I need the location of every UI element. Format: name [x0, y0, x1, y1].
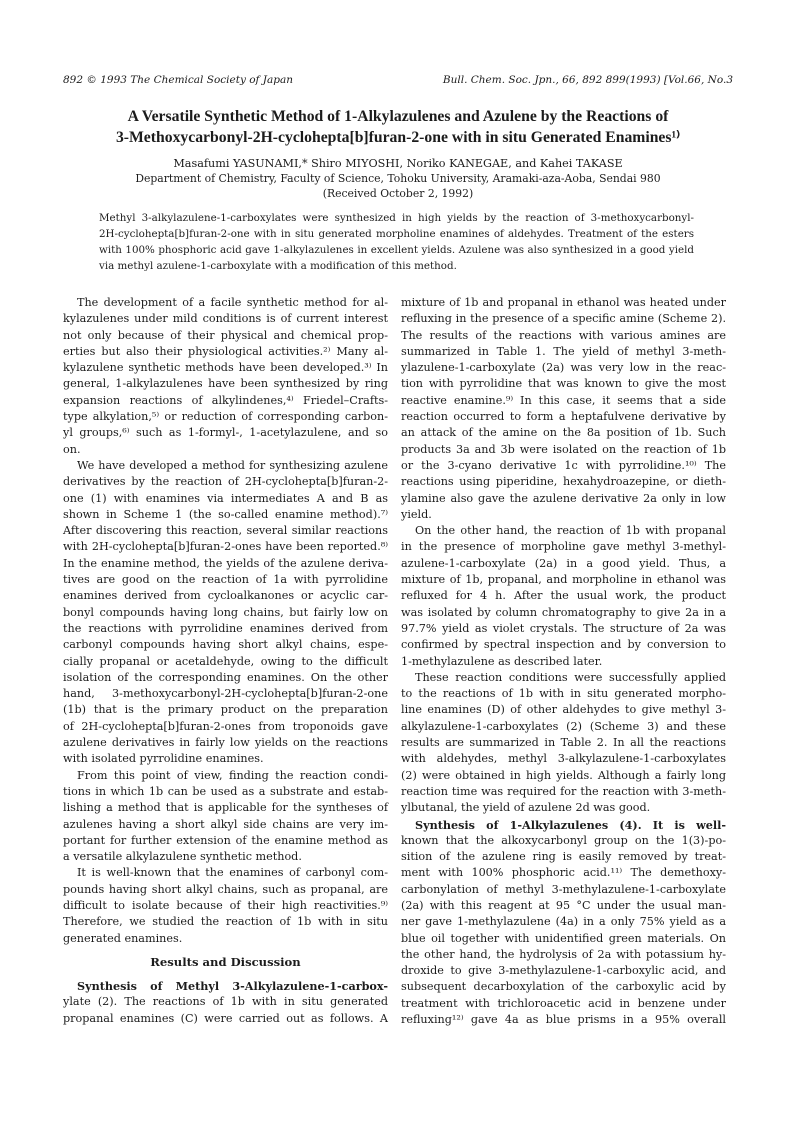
- text-line: hand, 3-methoxycarbonyl-2H-cyclohepta[b]furan-2-one: [63, 687, 388, 701]
- text-line: enamines derived from cycloalkanones or acyclic car-: [63, 589, 388, 603]
- text-line: portant for further extension of the enamine method as: [63, 833, 388, 847]
- text-line: In the enamine method, the yields of the azulene deriva-: [63, 556, 388, 570]
- text-line: mixture of 1b and propanal in ethanol was heated under: [401, 296, 726, 309]
- abstract: [99, 210, 694, 274]
- header-left: 892 © 1993 The Chemical Society of Japan: [63, 74, 293, 86]
- paragraph: [401, 295, 726, 523]
- text-line: The development of a facile synthetic method for al-: [77, 296, 388, 309]
- paragraph: [63, 978, 388, 1027]
- text-line: ylbutanal, the yield of azulene 2d was good.: [401, 801, 651, 815]
- text-line: refluxing in the presence of a specific amine (Scheme 2).: [401, 312, 726, 326]
- text-line: an attack of the amine on the 8a position of 1b. Such: [401, 426, 726, 440]
- text-line: azulene-1-carboxylate (2a) in a good yield. Thus, a: [401, 556, 726, 570]
- subsection-heading: Synthesis of Methyl 3-Alkylazulene-1-carbox-: [77, 979, 388, 994]
- text-line: ner gave 1-methylazulene (4a) in a only 75% yield as a: [401, 915, 726, 929]
- received-date: (Received October 2, 1992): [322, 187, 474, 200]
- text-line: From this point of view, finding the reaction condi-: [77, 768, 388, 782]
- text-line: mixture of 1b, propanal, and morpholine in ethanol was: [401, 573, 726, 587]
- section-heading: Results and Discussion: [150, 954, 301, 969]
- text-line: propanal enamines (C) were carried out as follows. A: [63, 1011, 388, 1025]
- text-line: one (1) with enamines via intermediates A and B as: [63, 491, 388, 505]
- text-line: generated enamines.: [63, 931, 183, 945]
- text-line: difficult to isolate because of their high reactivities.⁹⁾: [63, 898, 388, 912]
- text-line: reactive enamine.⁹⁾ In this case, it seems that a side: [401, 393, 726, 407]
- text-line: yl groups,⁶⁾ such as 1-formyl-, 1-acetylazulene, and so: [63, 426, 388, 440]
- text-line: On the other hand, the reaction of 1b with propanal: [415, 524, 726, 538]
- text-line: treatment with trichloroacetic acid in benzene under: [401, 996, 726, 1010]
- text-line: results are summarized in Table 2. In all the reactions: [401, 736, 726, 750]
- paragraph: [401, 670, 726, 817]
- text-line: We have developed a method for synthesizing azulene: [77, 458, 388, 472]
- paragraph: [63, 768, 388, 866]
- text-line: was isolated by column chromatography to give 2a in a: [401, 605, 726, 619]
- text-line: summarized in Table 1. The yield of methyl 3-meth-: [401, 344, 726, 358]
- text-line: with 2H-cyclohepta[b]furan-2-ones have been reported.⁸⁾: [63, 540, 388, 554]
- text-line: 1-methylazulene as described later.: [401, 654, 603, 668]
- header-right: Bull. Chem. Soc. Jpn., 66, 892 899(1993) [Vol.66, No.3: [442, 74, 733, 86]
- paragraph: [401, 523, 726, 670]
- text-line: blue oil together with unidentified green materials. On: [401, 931, 726, 945]
- text-line: reaction time was required for the reaction with 3-meth-: [401, 784, 726, 798]
- text-line: reaction occurred to form a heptafulvene derivative by: [401, 410, 726, 424]
- title-line: 3-Methoxycarbonyl-2H-cyclohepta[b]furan-2-one with in situ Generated Enamines¹⁾: [115, 129, 681, 146]
- text-line: azulene derivatives in fairly low yields on the reactions: [63, 736, 388, 750]
- text-line: pounds having short alkyl chains, such as propanal, are: [63, 882, 388, 896]
- text-line: with isolated pyrrolidine enamines.: [63, 752, 264, 766]
- text-line: confirmed by spectral inspection and by conversion to: [401, 638, 726, 652]
- text-line: type alkylation,⁵⁾ or reduction of corresponding carbon-: [63, 410, 388, 424]
- text-line: Therefore, we studied the reaction of 1b with in situ: [63, 915, 388, 929]
- text-line: (1b) that is the primary product on the preparation: [63, 703, 388, 717]
- title-line: A Versatile Synthetic Method of 1-Alkylazulenes and Azulene by the Reactions of: [127, 108, 669, 125]
- text-line: on.: [63, 442, 81, 456]
- text-line: droxide to give 3-methylazulene-1-carboxylic acid, and: [401, 964, 726, 978]
- text-line: erties but also their physiological activities.²⁾ Many al-: [63, 344, 388, 358]
- text-line: kylazulene synthetic methods have been developed.³⁾ In: [63, 361, 388, 375]
- text-line: not only because of their physical and chemical prop-: [63, 328, 388, 342]
- abstract-line: 2H-cyclohepta[b]furan-2-one with in situ generated morpholine enamines of aldehydes. Treatment of the esters: [99, 228, 694, 240]
- text-line: refluxing¹²⁾ gave 4a as blue prisms in a 95% overall: [401, 1013, 726, 1027]
- text-line: kylazulenes under mild conditions is of current interest: [63, 312, 388, 326]
- text-line: tions in which 1b can be used as a substrate and estab-: [63, 784, 388, 798]
- text-line: carbonylation of methyl 3-methylazulene-1-carboxylate: [401, 882, 726, 896]
- paragraph: [63, 458, 388, 768]
- text-line: The results of the reactions with various amines are: [401, 328, 726, 342]
- text-line: ylazulene-1-carboxylate (2a) was very low in the reac-: [401, 361, 726, 375]
- text-line: refluxed for 4 h. After the usual work, the product: [401, 589, 726, 603]
- text-line: (2) were obtained in high yields. Although a fairly long: [401, 768, 726, 782]
- text-line: a versatile alkylazulene synthetic method.: [63, 850, 302, 864]
- text-line: ylate (2). The reactions of 1b with in situ generated: [63, 995, 388, 1009]
- text-line: or the 3-cyano derivative 1c with pyrrolidine.¹⁰⁾ The: [401, 458, 726, 472]
- paragraph: [63, 295, 388, 458]
- affiliation: Department of Chemistry, Faculty of Science, Tohoku University, Aramaki-aza-Aoba, Sendai 980: [135, 172, 661, 185]
- abstract-line: with 100% phosphoric acid gave 1-alkylazulenes in excellent yields. Azulene was also synthesized in a good yield: [99, 244, 694, 256]
- text-line: After discovering this reaction, several similar reactions: [63, 524, 388, 538]
- text-line: It is well-known that the enamines of carbonyl com-: [77, 866, 388, 880]
- text-line: expansion reactions of alkylindenes,⁴⁾ Friedel–Crafts-: [63, 393, 388, 407]
- text-line: yield.: [401, 507, 432, 521]
- text-line: tion with pyrrolidine that was known to give the most: [401, 377, 726, 391]
- paragraph: [63, 865, 388, 946]
- text-line: These reaction conditions were successfully applied: [415, 670, 726, 684]
- text-line: azulenes having a short alkyl side chains are very im-: [63, 817, 388, 831]
- left-column: [63, 295, 388, 1027]
- text-line: sition of the azulene ring is easily removed by treat-: [401, 850, 726, 864]
- text-line: (2a) with this reagent at 95 °C under the usual man-: [401, 898, 726, 912]
- text-line: general, 1-alkylazulenes have been synthesized by ring: [63, 377, 388, 391]
- right-column: [401, 295, 726, 1028]
- text-line: ylamine also gave the azulene derivative 2a only in low: [401, 491, 726, 505]
- text-line: shown in Scheme 1 (the so-called enamine method).⁷⁾: [63, 507, 388, 521]
- text-line: the other hand, the hydrolysis of 2a with potassium hy-: [401, 947, 726, 961]
- text-line: carbonyl compounds having short alkyl chains, espe-: [63, 638, 388, 652]
- text-line: cially propanal or acetaldehyde, owing to the difficult: [63, 654, 388, 668]
- text-line: ment with 100% phosphoric acid.¹¹⁾ The demethoxy-: [401, 866, 726, 880]
- text-line: 97.7% yield as violet crystals. The structure of 2a was: [401, 621, 726, 635]
- text-line: known that the alkoxycarbonyl group on the 1(3)-po-: [401, 833, 726, 847]
- article-title: [60, 106, 736, 148]
- text-line: isolation of the corresponding enamines. On the other: [63, 670, 388, 684]
- text-line: line enamines (D) of other aldehydes to give methyl 3-: [401, 703, 726, 717]
- text-line: bonyl compounds having long chains, but fairly low on: [63, 605, 388, 619]
- paragraph: [401, 817, 726, 1029]
- authors: Masafumi YASUNAMI,* Shiro MIYOSHI, Noriko KANEGAE, and Kahei TAKASE: [173, 157, 623, 170]
- running-header: [63, 74, 733, 88]
- abstract-line: via methyl azulene-1-carboxylate with a modification of this method.: [99, 260, 457, 272]
- text-line: derivatives by the reaction of 2H-cyclohepta[b]furan-2-: [63, 475, 388, 489]
- text-line: in the presence of morpholine gave methyl 3-methyl-: [401, 540, 726, 554]
- text-line: to the reactions of 1b with in situ generated morpho-: [401, 687, 726, 701]
- text-line: products 3a and 3b were isolated on the reaction of 1b: [401, 442, 726, 456]
- text-line: subsequent decarboxylation of the carboxylic acid by: [401, 980, 726, 994]
- text-line: lishing a method that is applicable for the syntheses of: [63, 801, 388, 815]
- text-line: alkylazulene-1-carboxylates (2) (Scheme 3) and these: [401, 719, 726, 733]
- text-line: of 2H-cyclohepta[b]furan-2-ones from troponoids gave: [63, 719, 388, 733]
- subsection-heading: Synthesis of 1-Alkylazulenes (4). It is well-: [415, 817, 726, 832]
- text-line: the reactions with pyrrolidine enamines derived from: [63, 621, 388, 635]
- text-line: reactions using piperidine, hexahydroazepine, or dieth-: [401, 475, 726, 489]
- text-line: tives are good on the reaction of 1a with pyrrolidine: [63, 573, 388, 587]
- text-line: with aldehydes, methyl 3-alkylazulene-1-carboxylates: [401, 752, 726, 766]
- abstract-line: Methyl 3-alkylazulene-1-carboxylates were synthesized in high yields by the reaction of 3-methoxycarbonyl-: [99, 212, 694, 224]
